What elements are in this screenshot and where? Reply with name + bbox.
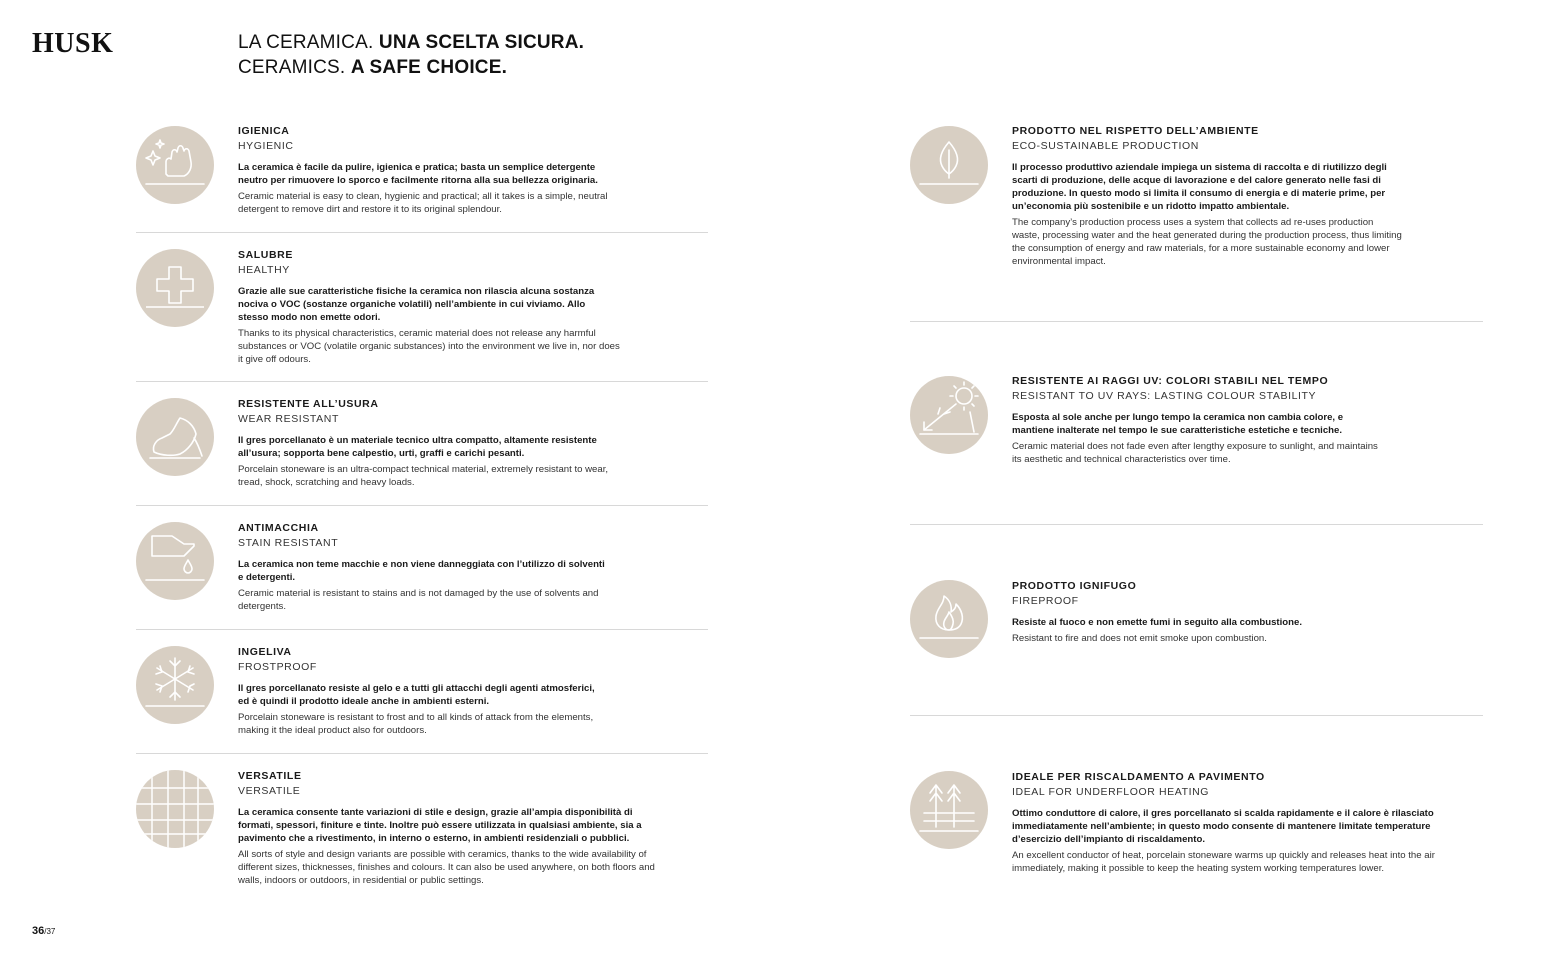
feature-title-it: PRODOTTO IGNIFUGO [1012, 580, 1137, 592]
beaker-drop-icon [136, 522, 214, 600]
feature-text [238, 769, 708, 887]
page-headline [238, 30, 584, 80]
feature-title-it: VERSATILE [238, 770, 302, 782]
feature-title-it: INGELIVA [238, 646, 292, 658]
headline-it-bold: UNA SCELTA SICURA. [378, 32, 585, 53]
feature-title-en: VERSATILE [238, 785, 301, 797]
feature-text [238, 645, 708, 737]
feature-desc-it: Grazie alle sue caratteristiche fisiche la ceramica non rilascia alcuna sostanza nociva o VOC (sostanze organiche volatili) nell’ambiente in cui viviamo. Allo stesso modo non emette odori. [238, 286, 595, 323]
feature-title-en: HEALTHY [238, 264, 290, 276]
feature-desc-en: Thanks to its physical characteristics, ceramic material does not release any harmful substances or VOC (volatile organic substances) into the environment we live in, nor does it give off odours. [238, 328, 620, 365]
feature-title-en: FROSTPROOF [238, 661, 317, 673]
headline-line-1 [238, 30, 584, 55]
feature-title-it: IGIENICA [238, 125, 290, 137]
feature-text [238, 124, 708, 216]
feature-title-en: HYGIENIC [238, 140, 294, 152]
feature-title-en: IDEAL FOR UNDERFLOOR HEATING [1012, 786, 1210, 798]
brand-logo: HUSK [32, 28, 114, 59]
feature-text [238, 397, 708, 489]
feature-desc-it: Esposta al sole anche per lungo tempo la ceramica non cambia colore, e mantiene inalterate nel tempo le sue caratteristiche estetiche e tecniche. [1012, 412, 1344, 436]
feature-title-en: STAIN RESISTANT [238, 537, 339, 549]
feature-desc-it: La ceramica è facile da pulire, igienica e pratica; basta un semplice detergente neutro per rimuovere lo sporco e facilmente ritorna alla sua bellezza originaria. [238, 162, 598, 186]
feature-text [238, 521, 708, 613]
feature-desc-it: Il gres porcellanato resiste al gelo e a tutti gli attacchi degli agenti atmosferici, ed è quindi il prodotto ideale anche in ambienti esterni. [238, 683, 595, 707]
feature-title-it: IDEALE PER RISCALDAMENTO A PAVIMENTO [1012, 771, 1265, 783]
headline-it-light: LA CERAMICA. [238, 32, 374, 53]
feature-title-en: WEAR RESISTANT [238, 413, 339, 425]
page-current: 36 [32, 925, 45, 937]
feature-desc-it: Resiste al fuoco e non emette fumi in seguito alla combustione. [1012, 617, 1302, 628]
feature-title-en: FIREPROOF [1012, 595, 1079, 607]
feature-desc-it: La ceramica non teme macchie e non viene danneggiata con l’utilizzo di solventi e detergenti. [238, 559, 605, 583]
feature-desc-en: Porcelain stoneware is resistant to frost and to all kinds of attack from the elements, making it the ideal product also for outdoors. [238, 712, 594, 736]
feature-title-it: RESISTENTE ALL’USURA [238, 398, 379, 410]
feature-text [1012, 579, 1483, 645]
feature-hygienic [136, 108, 708, 233]
feature-desc-en: All sorts of style and design variants are possible with ceramics, thanks to the wide availability of different sizes, thicknesses, finishes and colours. It can also be used anywhere, on both floors and walls, indoors or outdoors, in residential or public settings. [238, 849, 655, 886]
feature-desc-en: Resistant to fire and does not emit smoke upon combustion. [1012, 633, 1267, 644]
feature-desc-it: Ottimo conduttore di calore, il gres porcellanato si scalda rapidamente e il calore è rilasciato immediatamente nell’ambiente; in questo modo consente di mantenere limitate temperature d’esercizio dell’impianto di riscaldamento. [1012, 808, 1434, 845]
leaf-icon [910, 126, 988, 204]
feature-title-en: ECO-SUSTAINABLE PRODUCTION [1012, 140, 1199, 152]
feature-desc-it: Il processo produttivo aziendale impiega un sistema di raccolta e di riutilizzo degli scarti di produzione, delle acque di lavorazione e del calore generato nelle fasi di produzione. In questo modo si limita il consumo di energia e di materie prime, per un’economia più sostenibile e un ridotto impatto ambientale. [1012, 162, 1387, 212]
feature-desc-en: Ceramic material is easy to clean, hygienic and practical; all it takes is a simple, neutral detergent to remove dirt and restore it to its original splendour. [238, 191, 608, 215]
feature-text [1012, 124, 1483, 268]
feature-desc-en: An excellent conductor of heat, porcelain stoneware warms up quickly and releases heat into the air immediately, making it possible to keep the heating system working temperatures lower. [1012, 850, 1435, 874]
feature-text [238, 248, 708, 366]
snowflake-icon [136, 646, 214, 724]
feature-text [1012, 374, 1483, 466]
headline-en-light: CERAMICS. [238, 57, 346, 78]
feature-uv-resistant [910, 322, 1483, 525]
feature-title-en: RESISTANT TO UV RAYS: LASTING COLOUR STABILITY [1012, 390, 1317, 402]
feature-title-it: PRODOTTO NEL RISPETTO DELL’AMBIENTE [1012, 125, 1259, 137]
headline-line-2 [238, 55, 584, 80]
hand-wiping-icon [136, 126, 214, 204]
feature-desc-en: Ceramic material is resistant to stains and is not damaged by the use of solvents and detergents. [238, 588, 599, 612]
features-right-column [910, 108, 1483, 896]
feature-desc-it: La ceramica consente tante variazioni di stile e design, grazie all’ampia disponibilità di formati, spessori, finiture e tinte. Inoltre può essere utilizzata in qualsiasi ambiente, sia a pavimento che a rivestimento, in interno o esterno, in ambienti residenziali o pubblici. [238, 807, 642, 844]
page-total: /37 [44, 927, 56, 936]
feature-title-it: SALUBRE [238, 249, 293, 261]
feature-healthy [136, 233, 708, 382]
sun-rays-icon [910, 376, 988, 454]
feature-title-it: ANTIMACCHIA [238, 522, 319, 534]
features-left-column [136, 108, 708, 914]
feature-underfloor-heating [910, 716, 1483, 896]
feature-fireproof [910, 525, 1483, 716]
feature-stain-resistant [136, 506, 708, 630]
feature-frostproof [136, 630, 708, 754]
feature-title-it: RESISTENTE AI RAGGI UV: COLORI STABILI NEL TEMPO [1012, 375, 1329, 387]
feature-eco-sustainable [910, 108, 1483, 322]
feature-desc-en: Porcelain stoneware is an ultra-compact technical material, extremely resistant to wear, tread, shock, scratching and heavy loads. [238, 464, 609, 488]
shoe-icon [136, 398, 214, 476]
feature-versatile [136, 754, 708, 914]
tile-grid-icon [136, 770, 214, 848]
flame-icon [910, 580, 988, 658]
feature-text [1012, 770, 1483, 875]
feature-desc-en: The company’s production process uses a system that collects ad re-uses production waste, processing water and the heat generated during the production process, thus limiting the consumption of energy and raw materials, for a more sustainable economy and lower environmental impact. [1012, 217, 1402, 267]
feature-wear-resistant [136, 382, 708, 506]
feature-desc-it: Il gres porcellanato è un materiale tecnico ultra compatto, altamente resistente all’usura; sopporta bene calpestio, urti, graffi e carichi pesanti. [238, 435, 597, 459]
health-cross-icon [136, 249, 214, 327]
page-number [32, 925, 55, 937]
feature-desc-en: Ceramic material does not fade even after lengthy exposure to sunlight, and maintains its aesthetic and technical characteristics over time. [1012, 441, 1378, 465]
headline-en-bold: A SAFE CHOICE. [350, 57, 508, 78]
underfloor-heat-icon [910, 771, 988, 849]
